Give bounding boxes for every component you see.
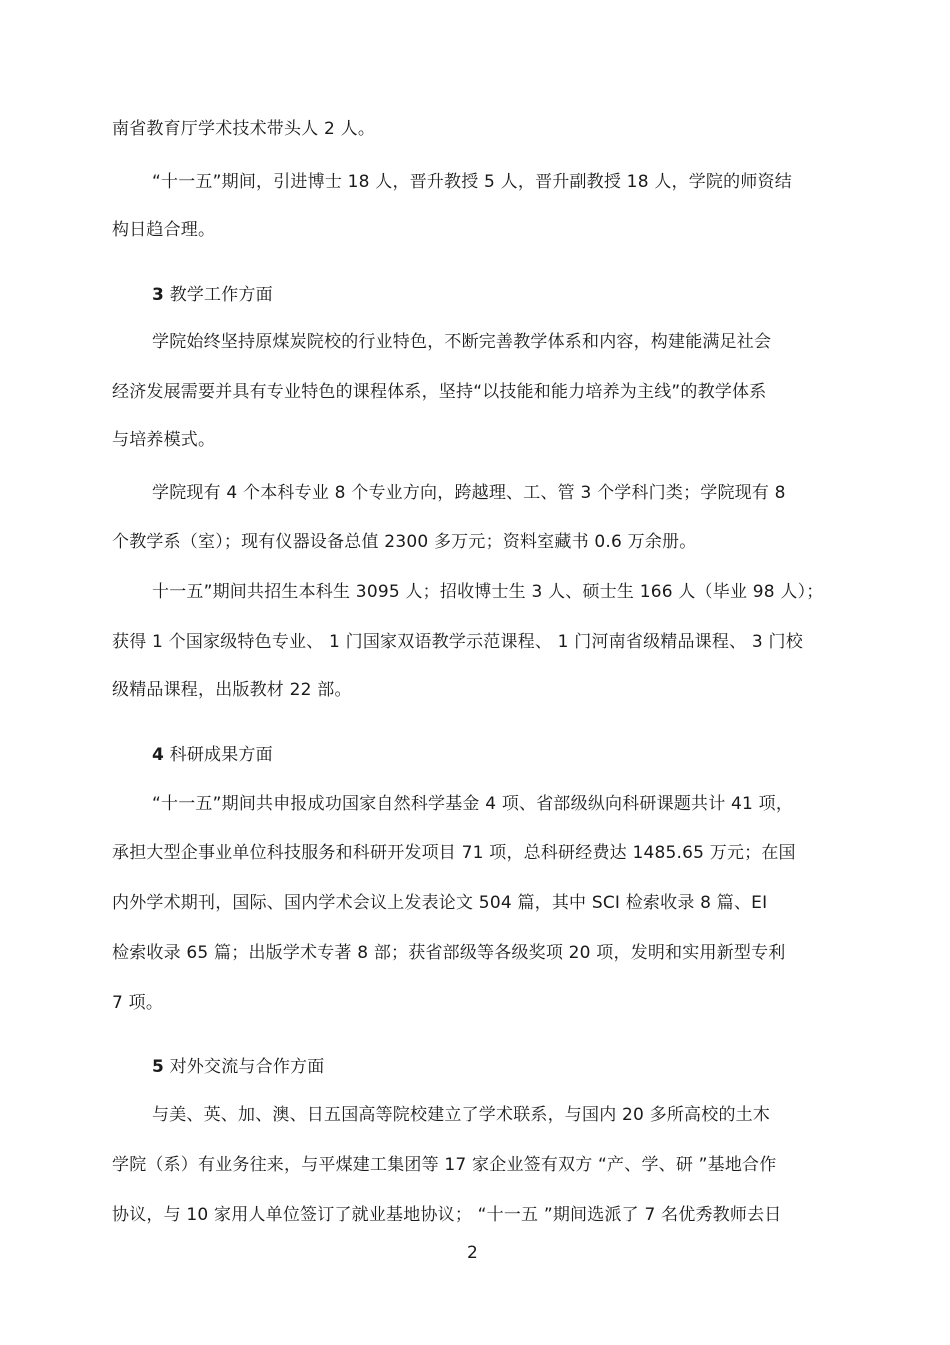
body-line: 学院始终坚持原煤炭院校的行业特色，不断完善教学体系和内容，构建能满足社会 [152, 332, 772, 352]
section-heading-exchange [152, 1055, 324, 1079]
section-number: 3 [152, 285, 165, 305]
body-line: 与美、英、加、澳、日五国高等院校建立了学术联系，与国内 20 多所高校的土木 [152, 1105, 771, 1125]
page-number: 2 [467, 1243, 478, 1263]
body-line: 经济发展需要并具有专业特色的课程体系，坚持“以技能和能力培养为主线”的教学体系 [112, 382, 767, 402]
body-line: 7 项。 [112, 993, 164, 1013]
section-heading-teaching [152, 283, 273, 307]
body-line: “十一五”期间共申报成功国家自然科学基金 4 项、省部级纵向科研课题共计 41 项， [152, 794, 794, 814]
section-title: 对外交流与合作方面 [164, 1057, 325, 1077]
body-line: 获得 1 个国家级特色专业、 1 门国家双语教学示范课程、 1 门河南省级精品课程、 3 门校 [112, 632, 803, 652]
body-line: 承担大型企事业单位科技服务和科研开发项目 71 项，总科研经费达 1485.65 万元；在国 [112, 843, 796, 863]
body-line: 协议，与 10 家用人单位签订了就业基地协议； “十一五 ”期间选派了 7 名优秀教师去日 [112, 1205, 782, 1225]
body-line: 构日趋合理。 [112, 220, 216, 240]
body-line: 检索收录 65 篇；出版学术专著 8 部；获省部级等各级奖项 20 项，发明和实用新型专利 [112, 943, 786, 963]
body-line: 个教学系（室）；现有仪器设备总值 2300 多万元；资料室藏书 0.6 万余册。 [112, 532, 697, 552]
body-line: 学院现有 4 个本科专业 8 个专业方向，跨越理、工、管 3 个学科门类；学院现有 8 [152, 483, 786, 503]
body-line: 与培养模式。 [112, 430, 216, 450]
body-line: 学院（系）有业务往来，与平煤建工集团等 17 家企业签有双方 “产、学、研 ”基地合作 [112, 1155, 777, 1175]
body-line: 级精品课程，出版教材 22 部。 [112, 680, 352, 700]
body-line: “十一五”期间，引进博士 18 人，晋升教授 5 人，晋升副教授 18 人，学院的师资结 [152, 172, 792, 192]
body-line: 内外学术期刊，国际、国内学术会议上发表论文 504 篇，其中 SCI 检索收录 8 篇、EI [112, 893, 768, 913]
section-heading-research [152, 743, 273, 767]
body-line: 南省教育厅学术技术带头人 2 人。 [112, 119, 376, 139]
body-line: 十一五”期间共招生本科生 3095 人；招收博士生 3 人、硕士生 166 人（毕业 98 人）； [152, 582, 824, 602]
section-number: 4 [152, 745, 165, 765]
section-title: 科研成果方面 [164, 745, 273, 765]
section-number: 5 [152, 1057, 165, 1077]
section-title: 教学工作方面 [164, 285, 273, 305]
